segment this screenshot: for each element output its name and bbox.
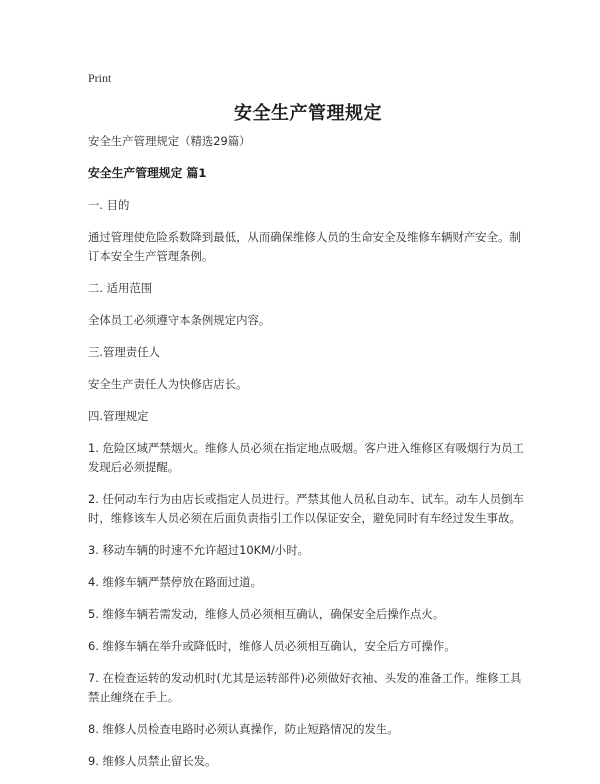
heading-purpose: 一. 目的 [88,198,130,212]
rule-item: 8. 维修人员检查电路时必须认真操作，防止短路情况的发生。 [88,722,399,736]
rule-item: 4. 维修车辆严禁停放在路面过道。 [88,575,262,589]
rule-item: 6. 维修车辆在举升或降低时，维修人员必须相互确认，安全后方可操作。 [88,639,456,653]
print-link[interactable]: Print [88,71,112,85]
paragraph-purpose: 通过管理使危险系数降到最低，从而确保维修人员的生命安全及维修车辆财产安全。制订本安全生产管理条例。 [88,230,521,263]
rule-item: 1. 危险区域严禁烟火。维修人员必须在指定地点吸烟。客户进入维修区有吸烟行为员工发现后必须提醒。 [88,441,524,474]
rule-item: 5. 维修车辆若需发动，维修人员必须相互确认，确保安全后操作点火。 [88,607,445,621]
document-subtitle: 安全生产管理规定（精选29篇） [88,134,251,148]
heading-responsible: 三.管理责任人 [88,345,160,359]
document-body [88,132,528,784]
section-heading: 安全生产管理规定 篇1 [88,166,207,180]
rule-item: 9. 维修人员禁止留长发。 [88,754,217,768]
rule-item: 2. 任何动车行为由店长或指定人员进行。严禁其他人员私自动车、试车。动车人员倒车时，维修该车人员必须在后面负责指引工作以保证安全，避免同时有车经过发生事故。 [88,492,524,525]
heading-scope: 二. 适用范围 [88,281,153,295]
document-title: 安全生产管理规定 [234,103,382,124]
heading-rules: 四.管理规定 [88,409,149,423]
paragraph-responsible: 安全生产责任人为快修店店长。 [88,377,248,391]
rule-item: 3. 移动车辆的时速不允许超过10KM/小时。 [88,543,309,557]
rule-item: 7. 在检查运转的发动机时(尤其是运转部件)必须做好衣袖、头发的准备工作。维修工具禁止缠绕在手上。 [88,671,522,704]
paragraph-scope: 全体员工必须遵守本条例规定内容。 [88,313,271,327]
